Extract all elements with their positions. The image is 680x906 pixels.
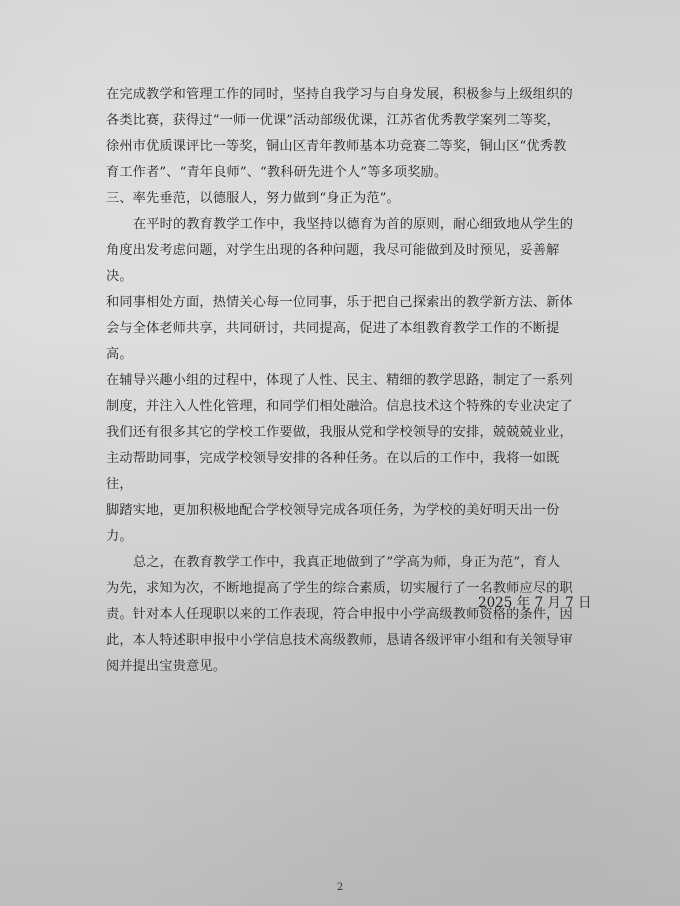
- text-line: 在平时的教育教学工作中，我坚持以德育为首的原则，耐心细致地从学生的: [133, 217, 574, 232]
- text-line: 总之，在教育教学工作中，我真正地做到了”学高为师，身正为范”，育人: [133, 555, 561, 570]
- page-number: 2: [336, 882, 344, 893]
- paragraph-awards: [106, 82, 580, 186]
- text-line: 会与全体老师共享，共同研讨，共同提高，促进了本组教育教学工作的不断提高。: [106, 321, 560, 362]
- document-date: 2025 年 7 月 7 日: [478, 595, 592, 611]
- text-line: 我们还有很多其它的学校工作要做，我服从党和学校领导的安排，兢兢兢业业，: [106, 425, 573, 440]
- text-line: 徐州市优质课评比一等奖，铜山区青年教师基本功竞赛二等奖，铜山区“优秀教: [106, 139, 567, 154]
- paragraph-summary: [106, 550, 580, 680]
- text-line: 制度，并注入人性化管理，和同学们相处融洽。信息技术这个特殊的专业决定了: [106, 399, 573, 414]
- text-line: 角度出发考虑问题，对学生出现的各种问题，我尽可能做到及时预见，妥善解决。: [106, 243, 560, 284]
- text-line: 三、率先垂范，以德服人，努力做到“身正为范”。: [106, 191, 400, 206]
- text-line: 此，本人特述职申报中小学信息技术高级教师，恳请各级评审小组和有关领导审: [106, 633, 573, 648]
- text-line: 在辅导兴趣小组的过程中，体现了人性、民主、精细的教学思路，制定了一系列: [106, 373, 573, 388]
- text-line: 各类比赛，获得过“一师一优课”活动部级优课，江苏省优秀教学案列二等奖，: [106, 113, 560, 128]
- text-line: 阅并提出宝贵意见。: [106, 659, 227, 674]
- text-line: 在完成教学和管理工作的同时，坚持自我学习与自身发展，积极参与上级组织的: [106, 87, 573, 102]
- text-line: 和同事相处方面，热情关心每一位同事，乐于把自己探索出的教学新方法、新体: [106, 295, 573, 310]
- text-line: 脚踏实地，更加积极地配合学校领导完成各项任务，为学校的美好明天出一份力。: [106, 503, 560, 544]
- paragraph-ethics: [106, 212, 580, 550]
- text-line: 主动帮助同事，完成学校领导安排的各种任务。在以后的工作中，我将一如既往，: [106, 451, 560, 492]
- text-line: 为先，求知为次，不断地提高了学生的综合素质，切实履行了一名教师应尽的职: [106, 581, 573, 596]
- text-line: 责。针对本人任现职以来的工作表现，符合申报中小学高级教师资格的条件，因: [106, 607, 573, 622]
- text-line: 育工作者”、“青年良师”、“教科研先进个人”等多项奖励。: [106, 165, 448, 180]
- section-heading-3: [106, 186, 580, 212]
